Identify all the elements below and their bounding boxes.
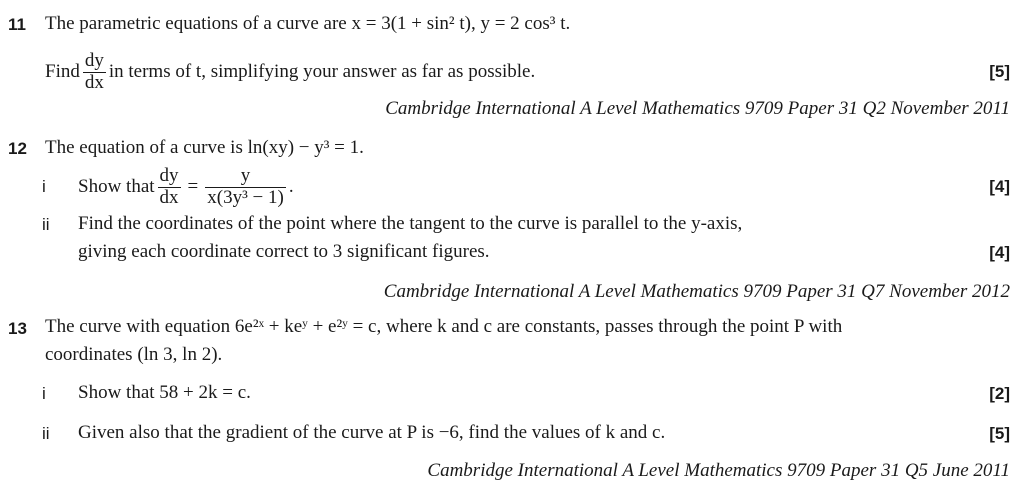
q12-dydx-fraction	[158, 166, 181, 209]
q13-part-ii-text: Given also that the gradient of the curve at P is −6, find the values of k and c.	[78, 422, 666, 443]
q13-part-ii-label: ii	[42, 424, 50, 443]
q13-source: Cambridge International A Level Mathematics 9709 Paper 31 Q5 June 2011	[427, 460, 1010, 481]
q12-period: .	[288, 176, 294, 197]
q12-frac2-denominator: x(3y³ − 1)	[207, 186, 284, 208]
q11-frac-numerator: dy	[84, 49, 104, 71]
q11-dydx-fraction	[83, 51, 106, 94]
q11-find-prefix: Find	[45, 61, 80, 82]
q13-part-i-text: Show that 58 + 2k = c.	[78, 382, 251, 403]
question-number-13: 13	[8, 319, 27, 338]
q12-frac1-numerator: dy	[159, 164, 179, 186]
q11-find-suffix: in terms of t, simplifying your answer as far as possible.	[108, 61, 536, 82]
q13-part-i-marks: [2]	[989, 384, 1010, 403]
q11-find-line	[45, 50, 535, 94]
q12-frac1-denominator: dx	[159, 186, 179, 208]
q12-part-i-prefix: Show that	[78, 176, 155, 197]
q12-statement: The equation of a curve is ln(xy) − y³ = 1.	[45, 137, 364, 158]
q12-part-ii-line2: giving each coordinate correct to 3 significant figures.	[78, 241, 490, 262]
q12-source: Cambridge International A Level Mathematics 9709 Paper 31 Q7 November 2012	[383, 281, 1010, 302]
q12-part-i-line	[78, 164, 294, 210]
q12-frac2-numerator: y	[205, 166, 286, 188]
q12-part-ii-marks: [4]	[989, 243, 1010, 262]
q11-frac-denominator: dx	[84, 71, 104, 93]
q12-rhs-fraction	[205, 166, 286, 209]
q12-part-i-marks: [4]	[989, 177, 1010, 196]
q13-part-i-label: i	[42, 384, 46, 403]
q13-statement-line1: The curve with equation 6e²ˣ + keʸ + e²ʸ = c, where k and c are constants, passes through the point P with	[45, 316, 843, 337]
q12-equals-sign: =	[187, 176, 199, 197]
q13-statement-line2: coordinates (ln 3, ln 2).	[45, 344, 223, 365]
q11-statement: The parametric equations of a curve are x = 3(1 + sin² t), y = 2 cos³ t.	[45, 13, 571, 34]
question-number-11: 11	[8, 15, 26, 34]
question-number-12: 12	[8, 139, 27, 158]
q12-part-ii-line1: Find the coordinates of the point where the tangent to the curve is parallel to the y-axis,	[78, 213, 743, 234]
q12-part-i-label: i	[42, 177, 46, 196]
q13-part-ii-marks: [5]	[989, 424, 1010, 443]
q12-part-ii-label: ii	[42, 215, 50, 234]
q11-source: Cambridge International A Level Mathematics 9709 Paper 31 Q2 November 2011	[385, 98, 1010, 119]
q11-marks: [5]	[989, 62, 1010, 81]
